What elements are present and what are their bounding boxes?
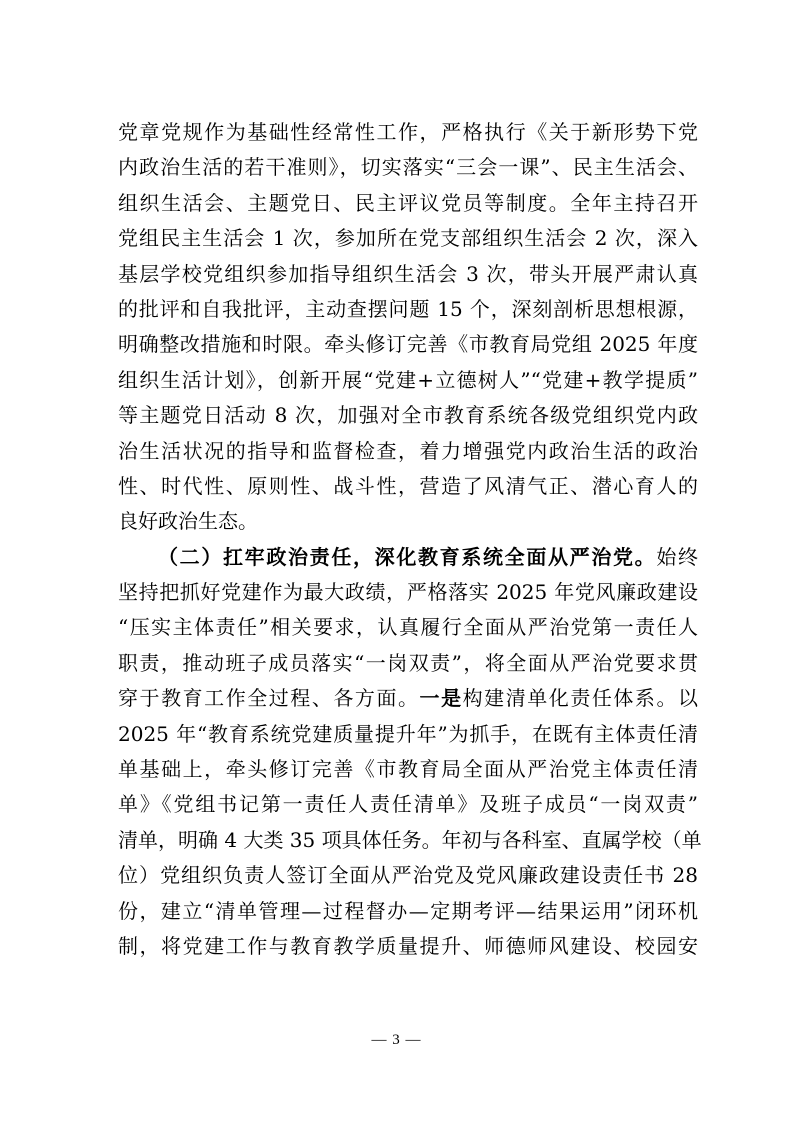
item-one-marker: 一是	[419, 686, 463, 711]
section-line-6: 单基础上，牵头修订完善《市教育局全面从严治党主体责任清	[118, 757, 698, 782]
section-line-4-pre: 穿于教育工作全过程、各方面。	[118, 686, 420, 711]
paragraph-line-1: 党章党规作为基础性经常性工作，严格执行《关于新形势下党	[118, 120, 698, 144]
section-line-10: 份，建立“清单管理—过程督办—定期考评—结果运用”闭环机	[118, 898, 698, 923]
section-line-7: 单》《党组书记第一责任人责任清单》及班子成员“一岗双责”	[118, 792, 698, 817]
section-line-3: 职责，推动班子成员落实“一岗双责”，将全面从严治党要求贯	[118, 650, 698, 675]
section-line-2: “压实主体责任”相关要求，认真履行全面从严治党第一责任人	[118, 615, 698, 640]
paragraph-line-7: 明确整改措施和时限。牵头修订完善《市教育局党组 2025 年度	[118, 332, 698, 357]
section-line-5: 2025 年“教育系统党建质量提升年”为抓手，在既有主体责任清	[118, 721, 698, 746]
section-line-1: 坚持把抓好党建作为最大政绩，严格落实 2025 年党风廉政建设	[118, 580, 698, 605]
paragraph-line-5: 基层学校党组织参加指导组织生活会 3 次，带头开展严肃认真	[118, 261, 698, 286]
section-line-4	[118, 681, 698, 716]
section-heading-line	[118, 540, 698, 575]
paragraph-line-8: 组织生活计划》，创新开展“党建+立德树人”“党建+教学提质”	[118, 367, 698, 392]
paragraph-line-6: 的批评和自我批评，主动查摆问题 15 个，深刻剖析思想根源，	[118, 296, 698, 321]
paragraph-line-10: 治生活状况的指导和监督检查，着力增强党内政治生活的政治	[118, 438, 698, 463]
paragraph-line-2: 内政治生活的若干准则》，切实落实“三会一课”、民主生活会、	[118, 155, 698, 180]
paragraph-line-9: 等主题党日活动 8 次，加强对全市教育系统各级党组织党内政	[118, 403, 698, 428]
section-line-8: 清单，明确 4 大类 35 项具体任务。年初与各科室、直属学校（单	[118, 827, 702, 852]
section-heading: （二）扛牢政治责任，深化教育系统全面从严治党。	[158, 544, 657, 569]
section-line-9: 位）党组织负责人签订全面从严治党及党风廉政建设责任书 28	[118, 863, 698, 888]
section-heading-tail: 始终	[656, 544, 699, 569]
document-body	[118, 115, 702, 964]
section-line-4-post: 构建清单化责任体系。以	[462, 686, 699, 711]
paragraph-line-12: 良好政治生态。	[118, 509, 258, 534]
paragraph-line-11: 性、时代性、原则性、战斗性，营造了风清气正、潜心育人的	[118, 473, 698, 498]
page-number: — 3 —	[371, 1032, 422, 1048]
section-line-11: 制，将党建工作与教育教学质量提升、师德师风建设、校园安	[118, 933, 698, 958]
paragraph-line-4: 党组民主生活会 1 次，参加所在党支部组织生活会 2 次，深入	[118, 226, 698, 251]
paragraph-line-3: 组织生活会、主题党日、民主评议党员等制度。全年主持召开	[118, 190, 698, 215]
